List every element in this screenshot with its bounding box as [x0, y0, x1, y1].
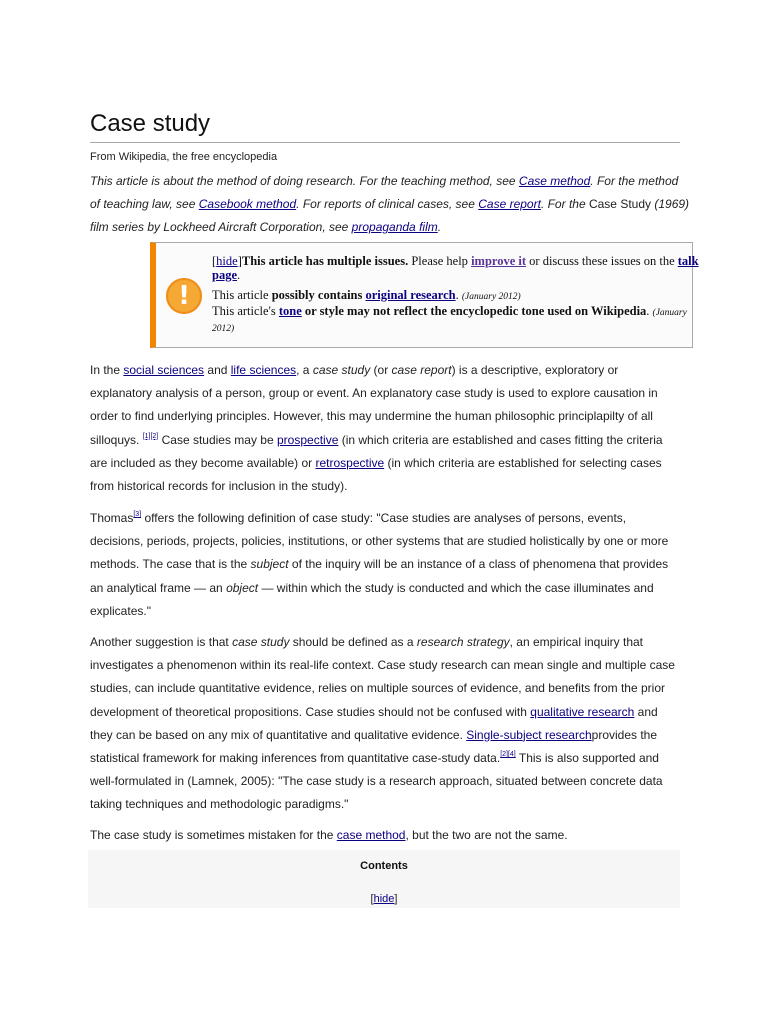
- text: ) is a descriptive, exploratory or explanatory analysis of a person, group or event. An explanatory case study is used to explore causation in order to find underlying principles. However, this may undermine the human philosophic principlapilty of all silloquys.: [90, 363, 658, 447]
- hatnote-text: . For the: [540, 197, 589, 211]
- link-social-sciences[interactable]: social sciences: [123, 363, 205, 377]
- text: of the inquiry will be an instance of a class of phenomena that provides an analytical frame — an: [90, 557, 669, 595]
- issue-1-date: (January 2012): [461, 292, 521, 302]
- link-single-subject-research[interactable]: Single-subject research: [466, 727, 592, 742]
- paragraph-intro: [90, 359, 682, 498]
- text: and: [204, 363, 231, 377]
- text: , a: [296, 363, 313, 377]
- toc-title: Contents: [360, 860, 408, 872]
- paragraph-thomas: [90, 507, 682, 623]
- ambox-text: or discuss these issues on the: [526, 254, 678, 268]
- term-case-study: case study: [312, 363, 371, 377]
- issue-2-bold: or style may not reflect the encyclopedic tone used on Wikipedia: [301, 304, 647, 318]
- hatnote-text: . For reports of clinical cases, see: [296, 197, 479, 211]
- link-life-sciences[interactable]: life sciences: [230, 363, 297, 377]
- hatnote: [90, 170, 690, 239]
- multiple-issues-text: [212, 254, 702, 336]
- text: This is also supported and well-formulated in (Lamnek, 2005): "The case study is a research approach, situated between concrete data taking techniques and methodologic paradigms.": [90, 751, 663, 812]
- term-case-study: case study: [232, 635, 290, 649]
- text: The case study is sometimes mistaken for the: [90, 828, 337, 842]
- text: , an empirical inquiry that investigates a phenomenon within its real-life context. Case study research can mean single and multiple case studies, can include quantitative evidence, relies on multiple sources of evidence, and benefits from the prior development of theoretical propositions. Case studies should not be confused with: [90, 635, 675, 719]
- text: should be defined as a: [289, 635, 417, 649]
- issue-1-text: This article: [212, 288, 272, 302]
- ambox-text: .: [237, 268, 241, 282]
- text: provides the statistical framework for making inferences from quantitative case-study data.: [90, 727, 658, 766]
- issue-2-text: .: [646, 304, 653, 318]
- paragraph-research-strategy: [90, 631, 682, 817]
- link-case-method[interactable]: Case method: [518, 174, 591, 188]
- text: Thomas: [90, 511, 134, 525]
- ambox-text: Please help: [408, 254, 472, 268]
- improve-it-link[interactable]: improve it: [471, 254, 527, 268]
- link-case-method-2[interactable]: case method: [336, 828, 406, 842]
- text: and they can be based on any mix of quantitative and qualitative evidence.: [90, 704, 658, 742]
- citation-link[interactable]: [3]: [133, 511, 142, 518]
- exclamation-icon: !: [166, 278, 202, 314]
- bracket: ]: [237, 254, 242, 268]
- text: , but the two are not the same.: [405, 828, 568, 842]
- citation-link[interactable]: [1][2]: [142, 432, 159, 440]
- link-retrospective[interactable]: retrospective: [315, 455, 385, 470]
- text: (in which criteria are established for selecting cases from historical records for inclusion in the study).: [90, 455, 662, 494]
- talk-page-link[interactable]: talk page: [212, 254, 699, 282]
- bracket: [: [370, 893, 374, 905]
- original-research-link[interactable]: original research: [365, 288, 456, 302]
- page-title: Case study: [90, 108, 680, 143]
- hatnote-text: .: [437, 220, 442, 234]
- link-prospective[interactable]: prospective: [277, 432, 339, 447]
- term-research-strategy: research strategy: [416, 635, 510, 649]
- citation-link[interactable]: [2][4]: [500, 751, 516, 759]
- tone-link[interactable]: tone: [278, 304, 302, 318]
- term-subject: subject: [250, 557, 289, 572]
- toc-toggle: [88, 893, 680, 905]
- issue-1-bold: possibly contains: [271, 288, 366, 302]
- paragraph-case-method: [90, 824, 682, 847]
- issue-2-text: This article's: [212, 304, 279, 318]
- bracket: ]: [394, 893, 398, 905]
- text: In the: [90, 363, 124, 377]
- toc-hide-link[interactable]: hide: [373, 893, 395, 905]
- text: (or: [370, 363, 392, 377]
- ambox-hide-link[interactable]: hide: [216, 254, 238, 268]
- hatnote-film-title: Case Study: [588, 197, 652, 211]
- table-of-contents: [88, 850, 680, 908]
- text: (in which criteria are established and cases fitting the criteria are included as they become available) or: [90, 432, 663, 470]
- link-casebook-method[interactable]: Casebook method: [198, 197, 297, 211]
- hatnote-text: (1969) film series by Lockheed Aircraft Corporation, see: [90, 197, 690, 234]
- ambox-heading: This article has multiple issues.: [241, 254, 409, 268]
- link-case-report[interactable]: Case report: [478, 197, 541, 211]
- hatnote-text: . For the method of teaching law, see: [90, 174, 679, 211]
- link-qualitative-research[interactable]: qualitative research: [530, 704, 635, 719]
- text: Case studies may be: [158, 432, 277, 447]
- text: offers the following definition of case study: "Case studies are analyses of persons, events, decisions, periods, projects, policies, institutions, or other systems that are studied holistically by one or more methods. The case that is the: [90, 511, 669, 572]
- term-object: object: [226, 580, 259, 595]
- issue-2-date: (January 2012): [212, 308, 687, 334]
- text: — within which the study is conducted and which the case illuminates and explicates.": [90, 580, 654, 618]
- issue-1-text: .: [455, 288, 462, 302]
- term-case-report: case report: [391, 363, 452, 377]
- link-propaganda-film[interactable]: propaganda film: [351, 220, 438, 234]
- hatnote-text: This article is about the method of doing research. For the teaching method, see: [90, 174, 519, 188]
- text: Another suggestion is that: [90, 635, 233, 649]
- bracket: [: [212, 254, 217, 268]
- tagline: From Wikipedia, the free encyclopedia: [90, 151, 278, 163]
